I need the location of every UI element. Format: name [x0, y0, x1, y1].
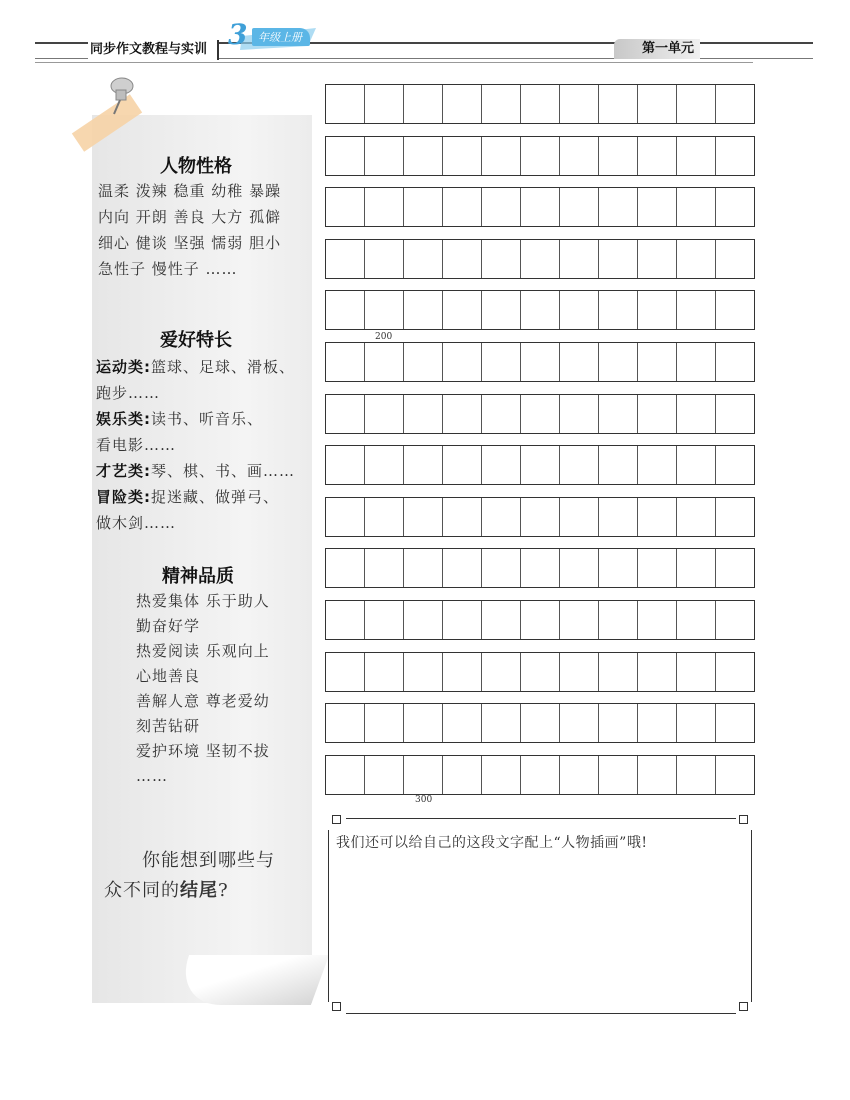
- grid-cell[interactable]: [521, 756, 560, 794]
- grid-cell[interactable]: [599, 137, 638, 175]
- grid-cell[interactable]: [404, 601, 443, 639]
- grid-cell[interactable]: [638, 498, 677, 536]
- frame-corner: [332, 815, 341, 824]
- grid-cell[interactable]: [326, 137, 365, 175]
- grid-cell[interactable]: [716, 756, 754, 794]
- illustration-box[interactable]: [328, 818, 752, 1014]
- grid-cell[interactable]: [677, 601, 716, 639]
- grid-cell[interactable]: [599, 240, 638, 278]
- hobby-continued: 做木剑……: [96, 514, 177, 532]
- grid-cell[interactable]: [521, 343, 560, 381]
- grid-row: [325, 342, 755, 382]
- grid-cell[interactable]: [677, 137, 716, 175]
- grid-row: [325, 755, 755, 795]
- grid-cell[interactable]: [560, 756, 599, 794]
- spirit-list: [136, 589, 270, 789]
- grid-row: [325, 548, 755, 588]
- grid-cell[interactable]: [521, 653, 560, 691]
- grid-cell[interactable]: [482, 291, 521, 329]
- grid-cell[interactable]: [326, 756, 365, 794]
- grid-cell[interactable]: [443, 137, 482, 175]
- frame-corner: [739, 1002, 748, 1011]
- personality-list: [98, 178, 281, 282]
- hobby-text: 读书、听音乐、: [151, 410, 264, 428]
- frame-top: [346, 818, 736, 819]
- grid-cell[interactable]: [599, 343, 638, 381]
- grid-cell[interactable]: [716, 188, 754, 226]
- grid-cell[interactable]: [326, 240, 365, 278]
- personality-line: 急性子 慢性子 ……: [98, 260, 238, 278]
- grid-cell[interactable]: [560, 137, 599, 175]
- grid-cell[interactable]: [677, 240, 716, 278]
- hobby-text: 琴、棋、书、画……: [151, 462, 296, 480]
- hobby-category: 运动类:: [96, 358, 151, 376]
- grid-cell[interactable]: [638, 188, 677, 226]
- grid-cell[interactable]: [326, 549, 365, 587]
- personality-line: 细心 健谈 坚强 懦弱 胆小: [98, 234, 282, 252]
- grid-row: [325, 84, 755, 124]
- hobby-continued: 跑步……: [96, 384, 161, 402]
- grid-cell[interactable]: [365, 498, 404, 536]
- personality-line: 内向 开朗 善良 大方 孤僻: [98, 208, 282, 226]
- ending-question: [104, 846, 275, 906]
- spirit-line: 刻苦钻研: [136, 717, 201, 735]
- grid-cell[interactable]: [365, 446, 404, 484]
- spirit-line: 热爱阅读 乐观向上: [136, 642, 270, 660]
- grid-cell[interactable]: [677, 85, 716, 123]
- hobby-item: [96, 484, 295, 510]
- grid-row: [325, 136, 755, 176]
- grid-cell[interactable]: [326, 343, 365, 381]
- grid-cell[interactable]: [560, 704, 599, 742]
- grid-cell[interactable]: [560, 343, 599, 381]
- grid-row: [325, 445, 755, 485]
- hobby-text: 篮球、足球、滑板、: [151, 358, 296, 376]
- grid-cell[interactable]: [560, 85, 599, 123]
- grid-cell[interactable]: [521, 291, 560, 329]
- grid-cell[interactable]: [716, 653, 754, 691]
- grid-cell[interactable]: [599, 395, 638, 433]
- grid-cell[interactable]: [443, 188, 482, 226]
- grid-cell[interactable]: [677, 498, 716, 536]
- grid-cell[interactable]: [599, 85, 638, 123]
- grid-cell[interactable]: [638, 240, 677, 278]
- grid-cell[interactable]: [443, 240, 482, 278]
- grid-cell[interactable]: [482, 343, 521, 381]
- grid-cell[interactable]: [716, 498, 754, 536]
- grid-cell[interactable]: [599, 188, 638, 226]
- grid-cell[interactable]: [638, 756, 677, 794]
- count-mark-200: 200: [375, 332, 393, 342]
- question-text: 众不同的: [104, 880, 180, 901]
- grid-cell[interactable]: [638, 85, 677, 123]
- grid-cell[interactable]: [716, 601, 754, 639]
- grid-cell[interactable]: [716, 395, 754, 433]
- grid-cell[interactable]: [560, 653, 599, 691]
- grid-cell[interactable]: [560, 291, 599, 329]
- grid-cell[interactable]: [365, 601, 404, 639]
- grid-cell[interactable]: [404, 395, 443, 433]
- grid-cell[interactable]: [326, 653, 365, 691]
- grid-cell[interactable]: [404, 343, 443, 381]
- grid-cell[interactable]: [443, 395, 482, 433]
- hobby-category: 才艺类:: [96, 462, 151, 480]
- hobbies-title: 爱好特长: [160, 330, 232, 351]
- hobbies-list: [96, 354, 295, 536]
- spirit-line: 善解人意 尊老爱幼: [136, 692, 270, 710]
- grid-cell[interactable]: [638, 446, 677, 484]
- grid-cell[interactable]: [599, 549, 638, 587]
- grid-cell[interactable]: [677, 653, 716, 691]
- grid-cell[interactable]: [638, 704, 677, 742]
- grid-cell[interactable]: [521, 85, 560, 123]
- grid-cell[interactable]: [365, 395, 404, 433]
- grid-cell[interactable]: [599, 704, 638, 742]
- frame-right: [751, 830, 752, 1002]
- grid-cell[interactable]: [599, 756, 638, 794]
- hobby-category: 娱乐类:: [96, 410, 151, 428]
- hobby-continued: 看电影……: [96, 436, 177, 454]
- grid-cell[interactable]: [716, 704, 754, 742]
- grid-cell[interactable]: [677, 704, 716, 742]
- grid-cell[interactable]: [326, 498, 365, 536]
- grid-cell[interactable]: [521, 498, 560, 536]
- grid-cell[interactable]: [326, 291, 365, 329]
- pushpin-icon: [102, 76, 136, 116]
- hobby-item: [96, 406, 295, 432]
- grid-cell[interactable]: [638, 549, 677, 587]
- grid-cell[interactable]: [560, 601, 599, 639]
- grid-cell[interactable]: [677, 446, 716, 484]
- grid-cell[interactable]: [443, 601, 482, 639]
- grid-cell[interactable]: [443, 756, 482, 794]
- grid-cell[interactable]: [443, 446, 482, 484]
- grid-cell[interactable]: [404, 291, 443, 329]
- grid-cell[interactable]: [326, 395, 365, 433]
- grid-cell[interactable]: [599, 498, 638, 536]
- illustration-prompt: 我们还可以给自己的这段文字配上“人物插画”哦!: [336, 835, 648, 851]
- personality-line: 温柔 泼辣 稳重 幼稚 暴躁: [98, 182, 282, 200]
- grid-cell[interactable]: [365, 704, 404, 742]
- spirit-line: ……: [136, 767, 168, 785]
- grid-cell[interactable]: [560, 446, 599, 484]
- personality-title: 人物性格: [160, 156, 232, 177]
- grid-cell[interactable]: [404, 756, 443, 794]
- grid-cell[interactable]: [716, 549, 754, 587]
- grid-row: [325, 290, 755, 330]
- grid-cell[interactable]: [443, 704, 482, 742]
- book-title: 同步作文教程与实训: [88, 40, 219, 60]
- count-mark-300: 300: [415, 795, 433, 805]
- grid-cell[interactable]: [404, 85, 443, 123]
- grid-cell[interactable]: [521, 240, 560, 278]
- grid-cell[interactable]: [482, 446, 521, 484]
- grid-cell[interactable]: [482, 137, 521, 175]
- frame-corner: [739, 815, 748, 824]
- grid-cell[interactable]: [521, 395, 560, 433]
- grid-cell[interactable]: [716, 291, 754, 329]
- spirit-line: 爱护环境 坚韧不拔: [136, 742, 270, 760]
- spirit-title: 精神品质: [162, 566, 234, 587]
- hobby-text: 捉迷藏、做弹弓、: [151, 488, 280, 506]
- grid-cell[interactable]: [365, 291, 404, 329]
- grid-cell[interactable]: [482, 653, 521, 691]
- grid-cell[interactable]: [365, 653, 404, 691]
- grid-cell[interactable]: [482, 756, 521, 794]
- grid-cell[interactable]: [677, 343, 716, 381]
- grid-row: [325, 239, 755, 279]
- grid-cell[interactable]: [521, 601, 560, 639]
- grid-cell[interactable]: [482, 85, 521, 123]
- frame-bottom: [346, 1013, 736, 1014]
- grid-cell[interactable]: [404, 446, 443, 484]
- grid-cell[interactable]: [560, 395, 599, 433]
- grid-cell[interactable]: [365, 137, 404, 175]
- grid-cell[interactable]: [482, 601, 521, 639]
- grid-cell[interactable]: [638, 653, 677, 691]
- grade-text: 年级上册: [252, 28, 310, 46]
- grid-cell[interactable]: [404, 498, 443, 536]
- question-line: [104, 876, 275, 906]
- grid-cell[interactable]: [560, 549, 599, 587]
- grid-cell[interactable]: [560, 240, 599, 278]
- frame-corner: [332, 1002, 341, 1011]
- grid-cell[interactable]: [716, 343, 754, 381]
- grid-cell[interactable]: [638, 291, 677, 329]
- grid-cell[interactable]: [443, 291, 482, 329]
- grid-cell[interactable]: [521, 137, 560, 175]
- question-emphasis: 结尾: [180, 880, 218, 901]
- grid-cell[interactable]: [677, 549, 716, 587]
- grid-cell[interactable]: [482, 549, 521, 587]
- grid-cell[interactable]: [521, 549, 560, 587]
- grid-row: [325, 187, 755, 227]
- grid-cell[interactable]: [482, 704, 521, 742]
- grid-cell[interactable]: [677, 395, 716, 433]
- grid-cell[interactable]: [365, 85, 404, 123]
- grid-cell[interactable]: [677, 188, 716, 226]
- grid-cell[interactable]: [482, 240, 521, 278]
- grid-cell[interactable]: [638, 601, 677, 639]
- grid-cell[interactable]: [443, 653, 482, 691]
- grid-cell[interactable]: [716, 137, 754, 175]
- grid-cell[interactable]: [482, 498, 521, 536]
- grid-cell[interactable]: [326, 601, 365, 639]
- grid-cell[interactable]: [326, 188, 365, 226]
- grid-cell[interactable]: [404, 188, 443, 226]
- grid-cell[interactable]: [560, 188, 599, 226]
- hobby-item: [96, 354, 295, 380]
- grade-number: 3: [228, 18, 248, 51]
- grid-cell[interactable]: [599, 446, 638, 484]
- hobby-item: [96, 458, 295, 484]
- grid-cell[interactable]: [404, 137, 443, 175]
- grid-cell[interactable]: [365, 240, 404, 278]
- question-mark: ?: [218, 880, 229, 901]
- grid-cell[interactable]: [638, 395, 677, 433]
- grid-row: [325, 394, 755, 434]
- hobby-category: 冒险类:: [96, 488, 151, 506]
- grid-cell[interactable]: [716, 240, 754, 278]
- grid-cell[interactable]: [521, 188, 560, 226]
- grid-cell[interactable]: [326, 446, 365, 484]
- grid-cell[interactable]: [482, 395, 521, 433]
- grid-cell[interactable]: [716, 446, 754, 484]
- grid-row: [325, 652, 755, 692]
- grid-cell[interactable]: [521, 446, 560, 484]
- grid-cell[interactable]: [638, 343, 677, 381]
- spirit-line: 勤奋好学: [136, 617, 201, 635]
- grid-cell[interactable]: [365, 549, 404, 587]
- grid-cell[interactable]: [404, 704, 443, 742]
- grid-cell[interactable]: [326, 85, 365, 123]
- grid-cell[interactable]: [365, 188, 404, 226]
- grid-cell[interactable]: [365, 756, 404, 794]
- grid-cell[interactable]: [443, 85, 482, 123]
- grid-cell[interactable]: [404, 653, 443, 691]
- grid-cell[interactable]: [404, 549, 443, 587]
- grid-cell[interactable]: [326, 704, 365, 742]
- unit-label: 第一单元: [614, 39, 700, 59]
- grid-cell[interactable]: [443, 549, 482, 587]
- question-line: 你能想到哪些与: [142, 850, 275, 871]
- grid-cell[interactable]: [404, 240, 443, 278]
- frame-left: [328, 830, 329, 1002]
- grid-cell[interactable]: [560, 498, 599, 536]
- grid-cell[interactable]: [677, 756, 716, 794]
- grid-cell[interactable]: [482, 188, 521, 226]
- grade-badge: [222, 20, 318, 54]
- grid-cell[interactable]: [677, 291, 716, 329]
- grid-cell[interactable]: [521, 704, 560, 742]
- grid-cell[interactable]: [443, 498, 482, 536]
- grid-cell[interactable]: [599, 601, 638, 639]
- grid-cell[interactable]: [716, 85, 754, 123]
- grid-cell[interactable]: [638, 137, 677, 175]
- grid-cell[interactable]: [365, 343, 404, 381]
- grid-row: [325, 703, 755, 743]
- grid-row: [325, 497, 755, 537]
- spirit-line: 热爱集体 乐于助人: [136, 592, 270, 610]
- spirit-line: 心地善良: [136, 667, 201, 685]
- grid-cell[interactable]: [599, 653, 638, 691]
- grid-cell[interactable]: [443, 343, 482, 381]
- grid-cell[interactable]: [599, 291, 638, 329]
- grid-row: [325, 600, 755, 640]
- header-rule-thin: [35, 62, 753, 63]
